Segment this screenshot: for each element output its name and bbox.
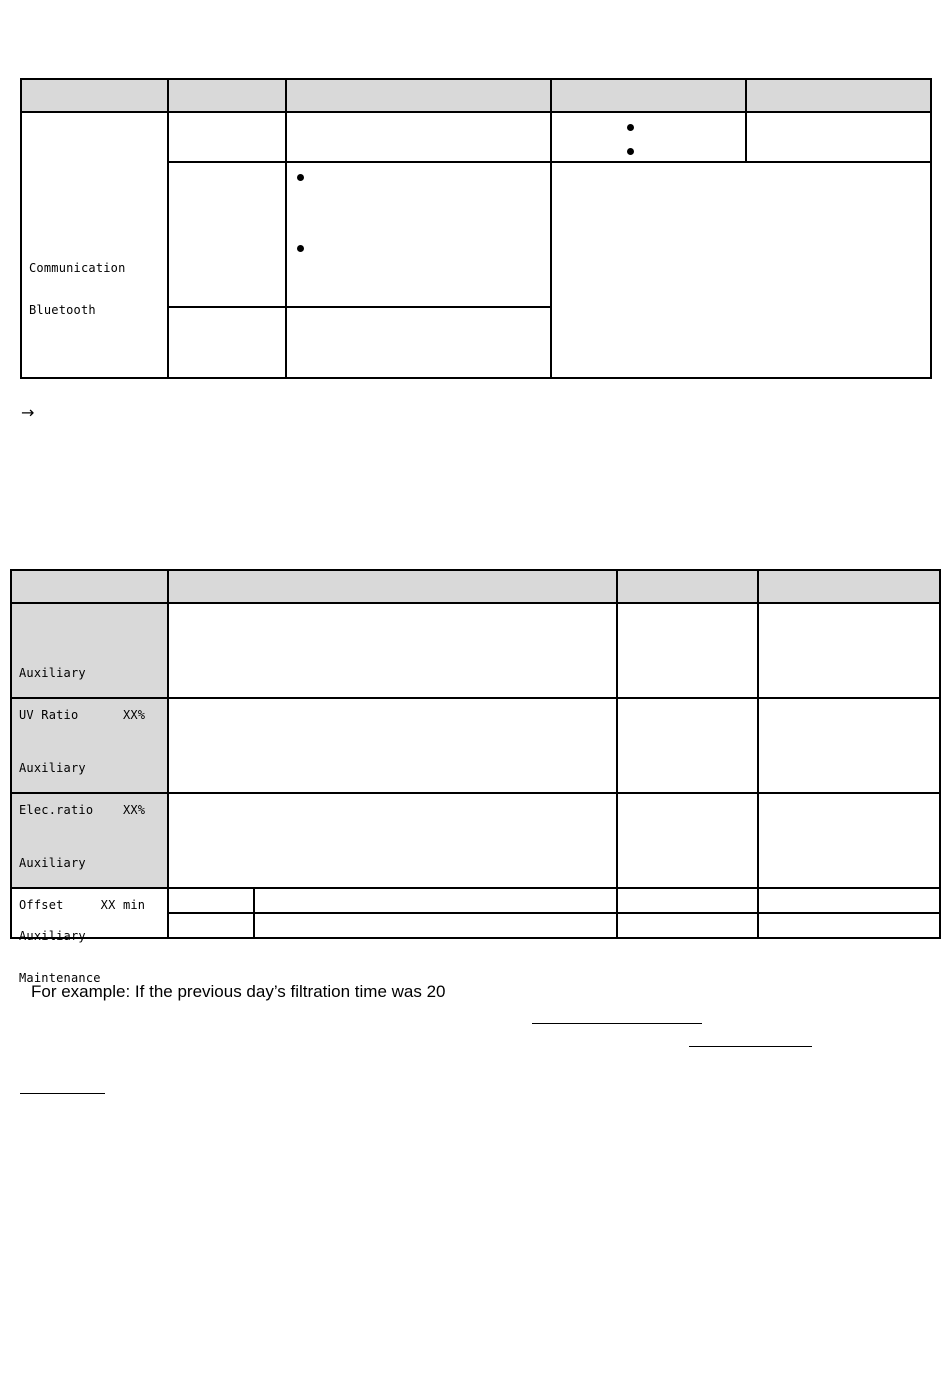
table2-border (757, 569, 759, 939)
table2-border (10, 887, 941, 889)
underline-blank (532, 1023, 702, 1024)
table2-border (616, 569, 618, 939)
table1-header-row (21, 79, 930, 112)
lcd-line: UV Ratio XX% (19, 708, 146, 722)
lcd-line: Offset XX min (19, 898, 146, 912)
arrow-right-icon: → (21, 403, 35, 422)
table2-border (253, 887, 255, 939)
underline-blank (20, 1093, 105, 1094)
lcd-line: Bluetooth (29, 303, 96, 317)
table2-border (167, 569, 169, 939)
table2-border (939, 569, 941, 939)
table2-border (10, 569, 941, 571)
table1-border (285, 78, 287, 379)
table1-border (930, 78, 932, 379)
table1-border (20, 377, 932, 379)
underline-blank (689, 1046, 812, 1047)
lcd-line: Elec.ratio XX% (19, 803, 146, 817)
table2-border (10, 937, 941, 939)
example-paragraph: For example: If the previous day’s filtration time was 20 (31, 982, 446, 1001)
table1-border (20, 111, 932, 113)
table2-border (10, 792, 941, 794)
table2-border (10, 602, 941, 604)
lcd-line: Communication (29, 261, 126, 275)
bullet-icon (627, 124, 634, 131)
table1-border (20, 78, 932, 80)
bullet-icon (297, 245, 304, 252)
table2-border (167, 912, 941, 914)
lcd-label-communication (29, 233, 126, 345)
table2-border (10, 569, 12, 939)
table2-border (10, 697, 941, 699)
bullet-icon (627, 148, 634, 155)
lcd-line: Auxiliary (19, 666, 86, 680)
lcd-line: Auxiliary (19, 856, 86, 870)
lcd-line: Auxiliary (19, 761, 86, 775)
table1-border (550, 78, 552, 379)
bullet-icon (297, 174, 304, 181)
lcd-line: Auxiliary (19, 929, 86, 943)
table1-border (167, 78, 169, 379)
table1-border (20, 78, 22, 379)
table1-border (167, 306, 552, 308)
lcd-line: Maintenance (19, 971, 101, 985)
table1-border (745, 78, 747, 163)
table2-header-row (11, 570, 939, 603)
